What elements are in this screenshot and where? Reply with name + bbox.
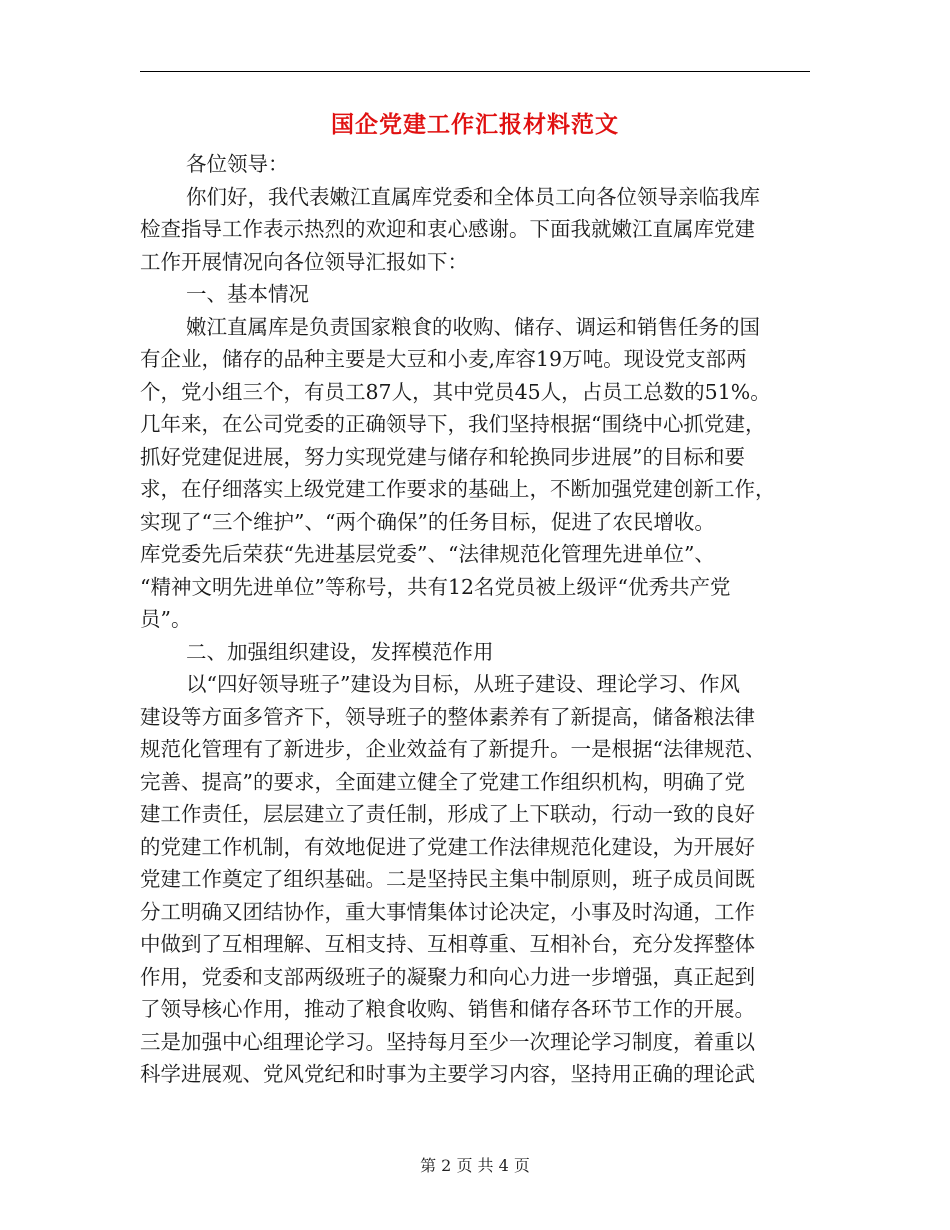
salutation: 各位领导： — [186, 152, 289, 176]
paragraph-line: 检查指导工作表示热烈的欢迎和衷心感谢。下面我就嫩江直属库党建 — [140, 217, 755, 241]
document-body — [140, 148, 810, 1091]
paragraph-line: 科学进展观、党风党纪和时事为主要学习内容，坚持用正确的理论武 — [140, 1062, 755, 1086]
paragraph-line: 建工作责任，层层建立了责任制，形成了上下联动，行动一致的良好 — [140, 802, 755, 826]
paragraph-line: 三是加强中心组理论学习。坚持每月至少一次理论学习制度，着重以 — [140, 1029, 755, 1054]
section-heading: 二、加强组织建设，发挥模范作用 — [186, 639, 494, 664]
paragraph-line: 几年来，在公司党委的正确领导下，我们坚持根据“围绕中心抓党建， — [140, 412, 766, 436]
paragraph-line: 规范化管理有了新进步，企业效益有了新提升。一是根据“法律规范、 — [140, 737, 766, 761]
document-title: 国企党建工作汇报材料范文 — [331, 111, 619, 138]
paragraph-line: 作用，党委和支部两级班子的凝聚力和向心力进一步增强，真正起到 — [140, 964, 755, 989]
paragraph-line: 中做到了互相理解、互相支持、互相尊重、互相补台，充分发挥整体 — [140, 932, 755, 956]
paragraph-line: 分工明确又团结协作，重大事情集体讨论决定，小事及时沟通，工作 — [140, 899, 755, 924]
paragraph-line: 以“四好领导班子”建设为目标，从班子建设、理论学习、作风 — [186, 672, 740, 696]
paragraph-line: 建设等方面多管齐下，领导班子的整体素养有了新提高，储备粮法律 — [140, 704, 755, 729]
page-footer: 第 2 页 共 4 页 — [420, 1156, 530, 1175]
paragraph-line: 实现了“三个维护”、“两个确保”的任务目标，促进了农民增收。 — [140, 509, 715, 534]
paragraph-line: 抓好党建促进展，努力实现党建与储存和轮换同步进展”的目标和要 — [140, 444, 745, 469]
paragraph-line: 库党委先后荣获“先进基层党委”、“法律规范化管理先进单位”、 — [140, 542, 715, 566]
paragraph-line: 员”。 — [140, 607, 192, 631]
paragraph-line: 的党建工作机制，有效地促进了党建工作法律规范化建设，为开展好 — [140, 834, 755, 859]
section-heading: 一、基本情况 — [186, 282, 309, 306]
paragraph-line: 了领导核心作用，推动了粮食收购、销售和储存各环节工作的开展。 — [140, 997, 755, 1021]
paragraph-line: 完善、提高”的要求，全面建立健全了党建工作组织机构，明确了党 — [140, 769, 745, 794]
paragraph-line: 党建工作奠定了组织基础。二是坚持民主集中制原则，班子成员间既 — [140, 867, 755, 891]
paragraph-line: 个，党小组三个，有员工87人，其中党员45人，占员工总数的51%。 — [140, 379, 771, 404]
paragraph-line: 嫩江直属库是负责国家粮食的收购、储存、调运和销售任务的国 — [186, 314, 760, 339]
paragraph-line: 求，在仔细落实上级党建工作要求的基础上，不断加强党建创新工作， — [140, 477, 776, 501]
header-rule — [140, 71, 810, 72]
paragraph-line: 工作开展情况向各位领导汇报如下： — [140, 249, 468, 274]
paragraph-line: “精神文明先进单位”等称号，共有12名党员被上级评“优秀共产党 — [140, 574, 731, 599]
paragraph-line: 有企业，储存的品种主要是大豆和小麦,库容19万吨。现设党支部两 — [140, 347, 747, 371]
paragraph-line: 你们好，我代表嫩江直属库党委和全体员工向各位领导亲临我库 — [186, 184, 760, 209]
